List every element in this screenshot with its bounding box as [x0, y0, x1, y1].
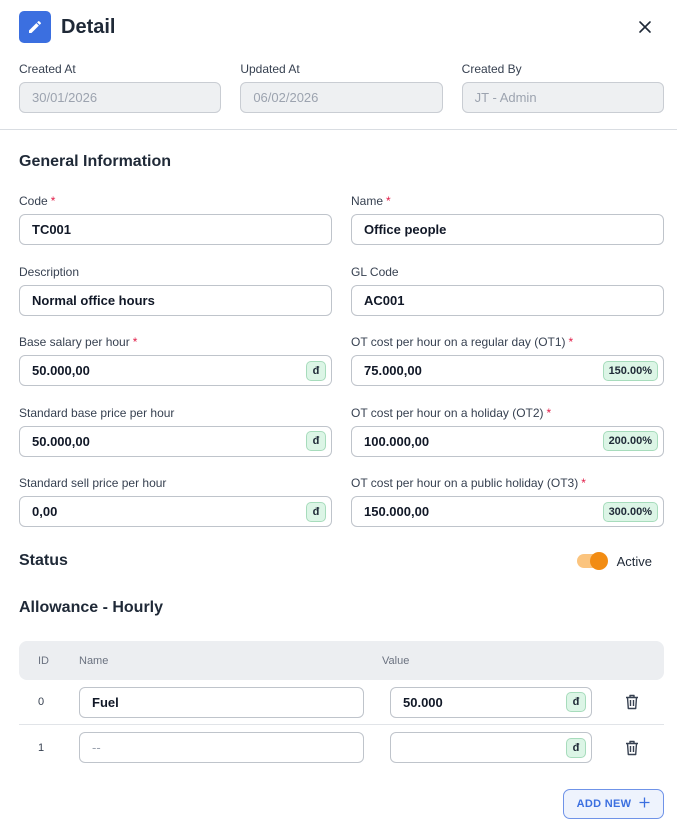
close-icon[interactable]: [633, 15, 657, 39]
description-input[interactable]: [19, 285, 332, 316]
created-by-label: Created By: [461, 62, 522, 76]
base-salary-value: 50.000,00: [32, 363, 90, 378]
std-base-price-field: [19, 406, 332, 477]
ot3-value: 150.000,00: [364, 504, 430, 519]
currency-badge: đ: [566, 692, 586, 712]
allowance-name-input[interactable]: [79, 687, 364, 718]
currency-badge: đ: [306, 431, 326, 451]
divider: [0, 129, 677, 130]
ot1-input[interactable]: [351, 355, 664, 386]
description-value: Normal office hours: [32, 292, 155, 308]
table-row: [19, 680, 664, 725]
page-title: Detail: [61, 15, 116, 38]
required-marker: *: [386, 194, 391, 208]
updated-at-field: [240, 62, 442, 113]
toggle-label: Active: [616, 553, 652, 569]
base-salary-field: [19, 335, 332, 406]
add-new-label: ADD NEW: [576, 798, 632, 810]
code-label: Code: [19, 194, 48, 208]
required-marker: *: [546, 405, 552, 420]
active-toggle[interactable]: [577, 554, 607, 568]
row-id: 0: [38, 696, 45, 708]
percent-badge: 150.00%: [603, 361, 658, 381]
allowance-table: [19, 641, 664, 770]
general-info-title: General Information: [19, 153, 172, 170]
gl-code-field: [351, 265, 664, 336]
table-row: [19, 725, 664, 770]
plus-icon: [639, 797, 650, 811]
allowance-value-input[interactable]: [390, 732, 592, 763]
base-salary-input[interactable]: [19, 355, 332, 386]
created-at-field: [19, 62, 221, 113]
ot1-value: 75.000,00: [364, 363, 422, 378]
gl-code-label: GL Code: [351, 264, 399, 279]
status-row: [19, 549, 652, 573]
status-toggle-group: [577, 554, 652, 569]
code-input[interactable]: [19, 214, 332, 245]
ot2-input[interactable]: [351, 426, 664, 457]
std-sell-price-field: [19, 476, 332, 547]
std-sell-price-label: Standard sell price per hour: [19, 476, 167, 490]
required-marker: *: [581, 476, 586, 490]
modal-header: [19, 9, 663, 45]
description-field: [19, 265, 332, 336]
ot3-label: OT cost per hour on a public holiday (OT3): [351, 476, 579, 490]
updated-at-label: Updated At: [240, 62, 300, 76]
required-marker: *: [568, 335, 574, 349]
table-header: [19, 641, 664, 680]
ot1-label: OT cost per hour on a regular day (OT1): [351, 335, 566, 349]
created-by-field: [462, 62, 664, 113]
required-marker: *: [132, 335, 138, 349]
allowance-value-input[interactable]: [390, 687, 592, 718]
std-base-price-input[interactable]: [19, 426, 332, 457]
status-title: Status: [19, 552, 68, 569]
column-header-id: ID: [38, 654, 49, 667]
meta-row: [19, 62, 664, 113]
column-header-name: Name: [79, 654, 109, 667]
currency-badge: đ: [306, 361, 326, 381]
std-sell-price-value: 0,00: [32, 504, 58, 519]
updated-at-input: 06/02/2026: [240, 82, 442, 113]
trash-icon[interactable]: [624, 740, 640, 756]
created-by-input: JT - Admin: [462, 82, 664, 113]
ot2-label: OT cost per hour on a holiday (OT2): [351, 405, 544, 420]
name-input[interactable]: [351, 214, 664, 245]
std-base-price-label: Standard base price per hour: [19, 405, 175, 420]
column-header-value: Value: [382, 654, 410, 667]
allowance-title: Allowance - Hourly: [19, 599, 164, 616]
description-label: Description: [19, 264, 80, 279]
allowance-name-value: Fuel: [92, 694, 119, 710]
add-new-button[interactable]: [563, 789, 664, 819]
percent-badge: 300.00%: [603, 502, 658, 522]
gl-code-value: AC001: [364, 292, 405, 308]
allowance-name-placeholder: --: [92, 740, 101, 755]
row-id: 1: [38, 741, 45, 754]
required-marker: *: [50, 194, 56, 208]
base-salary-label: Base salary per hour: [19, 335, 130, 349]
currency-badge: đ: [566, 738, 586, 758]
created-at-label: Created At: [19, 62, 76, 76]
currency-badge: đ: [306, 502, 326, 522]
pencil-icon: [19, 11, 51, 43]
ot2-field: [351, 406, 664, 477]
general-form: [19, 194, 664, 547]
allowance-name-input[interactable]: [79, 732, 364, 763]
std-base-price-value: 50.000,00: [32, 433, 90, 449]
allowance-value: 50.000: [403, 694, 443, 710]
ot3-input[interactable]: [351, 496, 664, 527]
std-sell-price-input[interactable]: [19, 496, 332, 527]
name-value: Office people: [364, 222, 447, 237]
code-field: [19, 194, 332, 265]
ot3-field: [351, 476, 664, 547]
toggle-knob: [590, 552, 608, 570]
name-field: [351, 194, 664, 265]
code-value: TC001: [32, 222, 72, 237]
ot1-field: [351, 335, 664, 406]
ot2-value: 100.000,00: [364, 433, 430, 449]
gl-code-input[interactable]: [351, 285, 664, 316]
created-at-input: 30/01/2026: [19, 82, 221, 113]
percent-badge: 200.00%: [603, 431, 658, 451]
name-label: Name: [351, 194, 384, 208]
trash-icon[interactable]: [624, 694, 640, 710]
